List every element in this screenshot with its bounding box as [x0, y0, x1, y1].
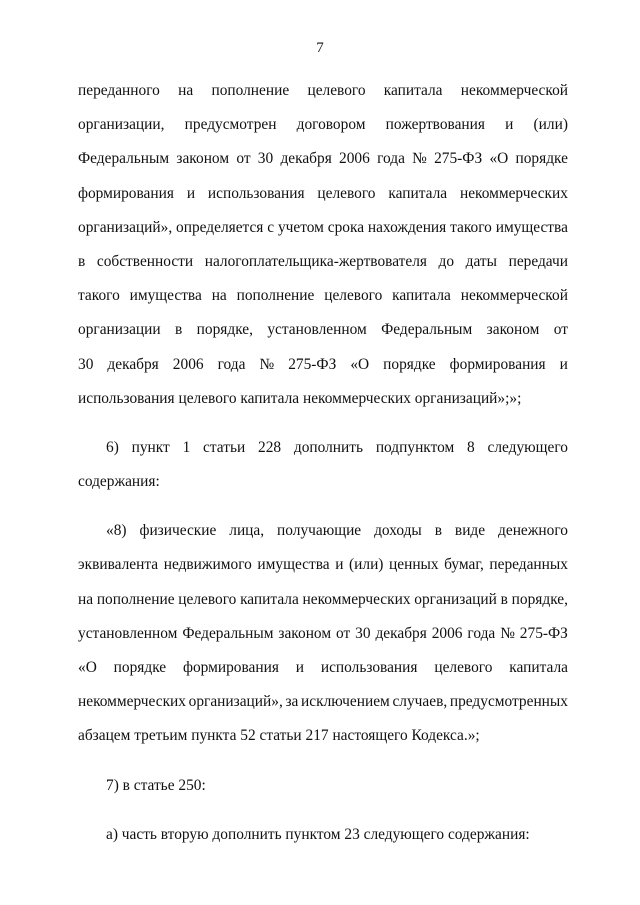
text-line: такого имущества на пополнение целевого капитала некоммерческой [78, 287, 568, 305]
paragraph-spacing [78, 499, 568, 514]
text-line: 7) в статье 250: [106, 776, 206, 794]
text-line: организации, предусмотрен договором пожертвования и (или) [78, 116, 568, 134]
text-line: переданного на пополнение целевого капитала некоммерческой [78, 82, 568, 99]
text-line: содержания: [78, 473, 160, 491]
text-line: на пополнение целевого капитала некоммерческих организаций в порядке, [78, 590, 568, 608]
paragraph [78, 431, 568, 499]
text-line: абзацем третьим пункта 52 статьи 217 настоящего Кодекса.»; [78, 727, 480, 745]
paragraph [78, 769, 568, 803]
text-line: а) часть вторую дополнить пунктом 23 следующего содержания: [106, 825, 530, 843]
text-line: некоммерческих организаций», за исключением случаев, предусмотренных [78, 693, 568, 711]
text-line: эквивалента недвижимого имущества и (или) ценных бумаг, переданных [78, 556, 568, 574]
text-line: установленном Федеральным законом от 30 декабря 2006 года № 275-ФЗ [78, 624, 568, 642]
paragraph-spacing [78, 416, 568, 431]
page-number: 7 [316, 40, 324, 56]
text-line: в собственности налогоплательщика-жертвователя до даты передачи [78, 252, 568, 270]
text-line: организаций», определяется с учетом срока нахождения такого имущества [78, 218, 568, 236]
paragraph-spacing [78, 803, 568, 818]
paragraph [78, 74, 568, 416]
document-body [78, 74, 568, 852]
text-line: формирования и использования целевого капитала некоммерческих [78, 184, 568, 202]
text-line: 6) пункт 1 статьи 228 дополнить подпунктом 8 следующего [106, 438, 568, 456]
text-line: 30 декабря 2006 года № 275-ФЗ «О порядке формирования и [78, 355, 568, 373]
text-line: «О порядке формирования и использования целевого капитала [78, 659, 568, 676]
paragraph [78, 818, 568, 852]
text-line: Федеральным законом от 30 декабря 2006 года № 275-ФЗ «О порядке [78, 150, 568, 168]
text-line: «8) физические лица, получающие доходы в виде денежного [106, 522, 568, 540]
text-line: организации в порядке, установленном Федеральным законом от [78, 321, 568, 339]
paragraph-spacing [78, 754, 568, 769]
text-line: использования целевого капитала некоммерческих организаций»;»; [78, 389, 522, 407]
paragraph [78, 514, 568, 753]
